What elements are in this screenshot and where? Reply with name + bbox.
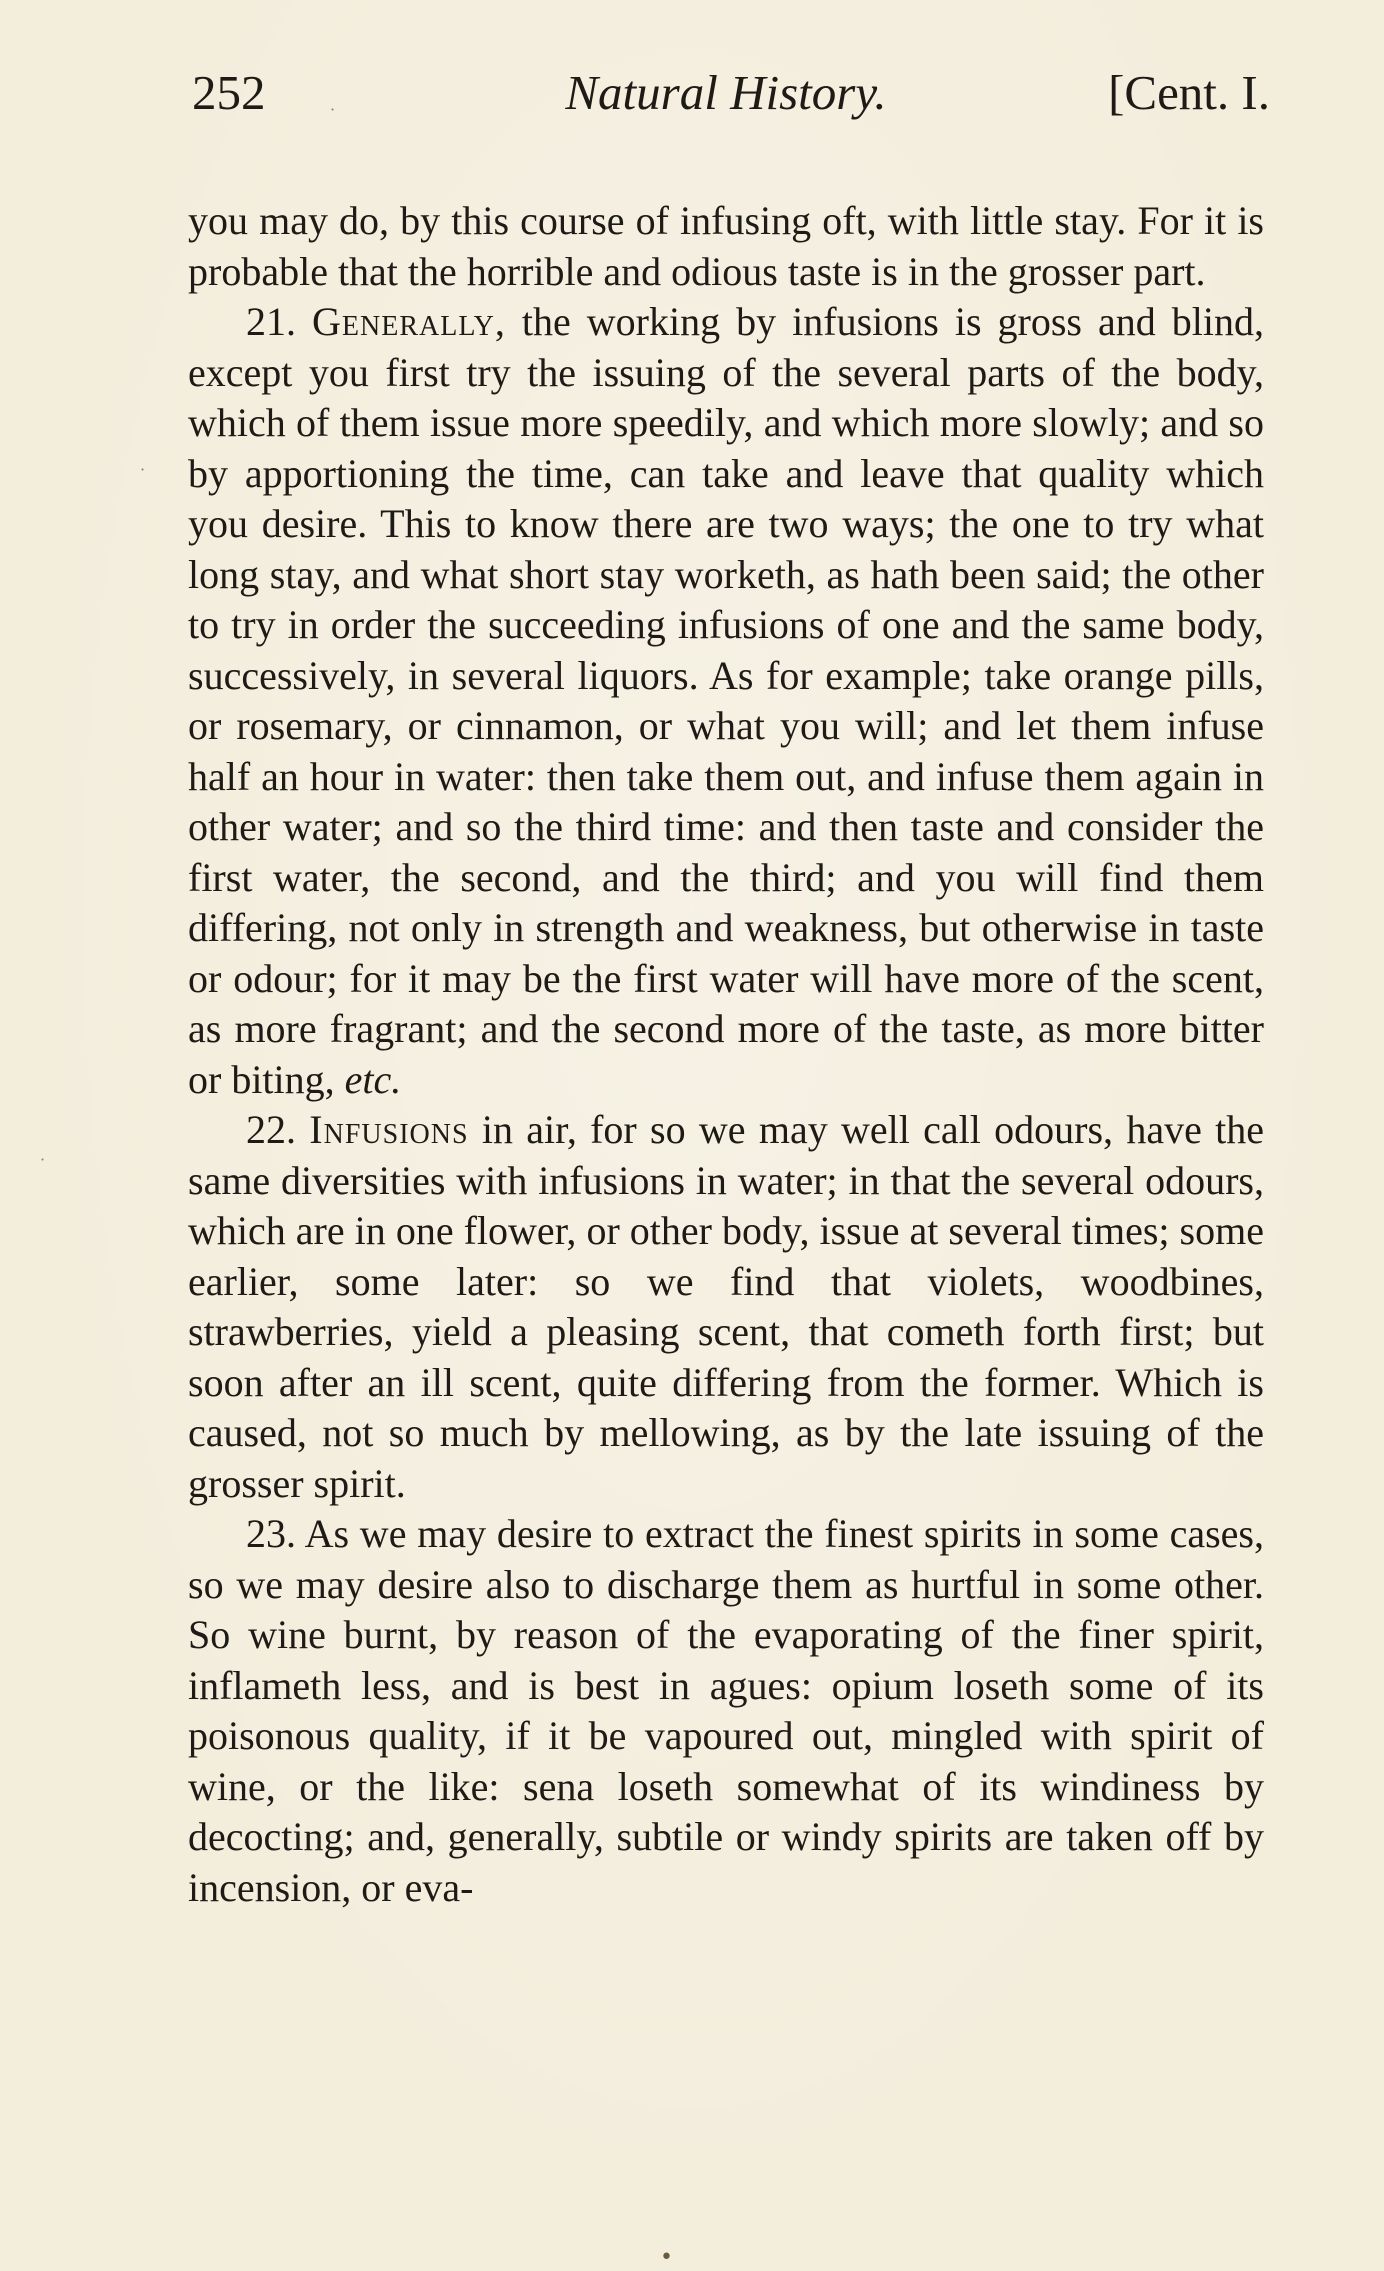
speck: •: [660, 2245, 673, 2270]
page-header: [188, 58, 1270, 128]
section-label: [Cent. I.: [1108, 65, 1270, 120]
paragraph-text: you may do, by this course of infusing oft, with little stay. For it is probable that the horrible and odious taste is in the grosser part.: [188, 198, 1264, 294]
paragraph-21: [188, 297, 1264, 1105]
paragraph-text: in air, for so we may well call odours, have the same diversities with infusions in water; in that the several odours, which are in one flower, or other body, issue at several times; some earlier, some later: so we find that violets, woodbines, strawberries, yield a pleasing scent, that cometh forth first; but soon after an ill scent, quite differing from the former. Which is caused, not so much by mellowing, as by the late issuing of the grosser spirit.: [188, 1107, 1265, 1506]
paragraph-number: 23.: [246, 1511, 296, 1556]
paragraph-text: we may desire to extract the finest spirits in some cases, so we may desire also to discharge them as hurtful in some other. So wine burnt, by reason of the evaporating of the finer spirit, inflameth less, and is best in agues: opium loseth some of its poisonous quality, if it be vapoured out, mingled with spirit of wine, or the like: sena loseth somewhat of its windiness by decocting; and, generally, subtile or windy spirits are taken off by incension, or eva-: [188, 1511, 1265, 1910]
body-text: [188, 196, 1264, 1913]
paragraph-22: [188, 1105, 1264, 1509]
speck: ·: [40, 1150, 46, 1169]
paragraph-lead-word: As: [304, 1511, 350, 1556]
paragraph-23: [188, 1509, 1264, 1913]
paragraph-continuation: [188, 196, 1264, 297]
paragraph-text: the working by infusions is gross and blind, except you first try the issuing of the several parts of the body, which of them issue more speedily, and which more slowly; and so by apportioning the time, can take and leave that quality which you desire. This to know there are two ways; the one to try what long stay, and what short stay worketh, as hath been said; the other to try in order the succeeding infusions of one and the same body, successively, in several liquors. As for example; take orange pills, or rosemary, or cinnamon, or what you will; and let them infuse half an hour in water: then take them out, and infuse them again in other water; and so the third time: and then taste and consider the first water, the second, and the third; and you will find them differing, not only in strength and weakness, but otherwise in taste or odour; for it may be the first water will have more of the scent, as more fragrant; and the second more of the taste, as more bitter or biting,: [188, 299, 1265, 1102]
running-title: Natural History.: [565, 65, 887, 120]
paragraph-lead-word: Infusions: [309, 1107, 469, 1152]
page-number: 252: [192, 65, 266, 120]
speck: ·: [330, 100, 336, 119]
paragraph-tail: etc.: [344, 1056, 402, 1102]
paragraph-number: 21.: [246, 299, 296, 344]
paragraph-lead-word: Generally,: [312, 299, 506, 344]
speck: ·: [140, 460, 146, 479]
paragraph-number: 22.: [246, 1107, 296, 1152]
